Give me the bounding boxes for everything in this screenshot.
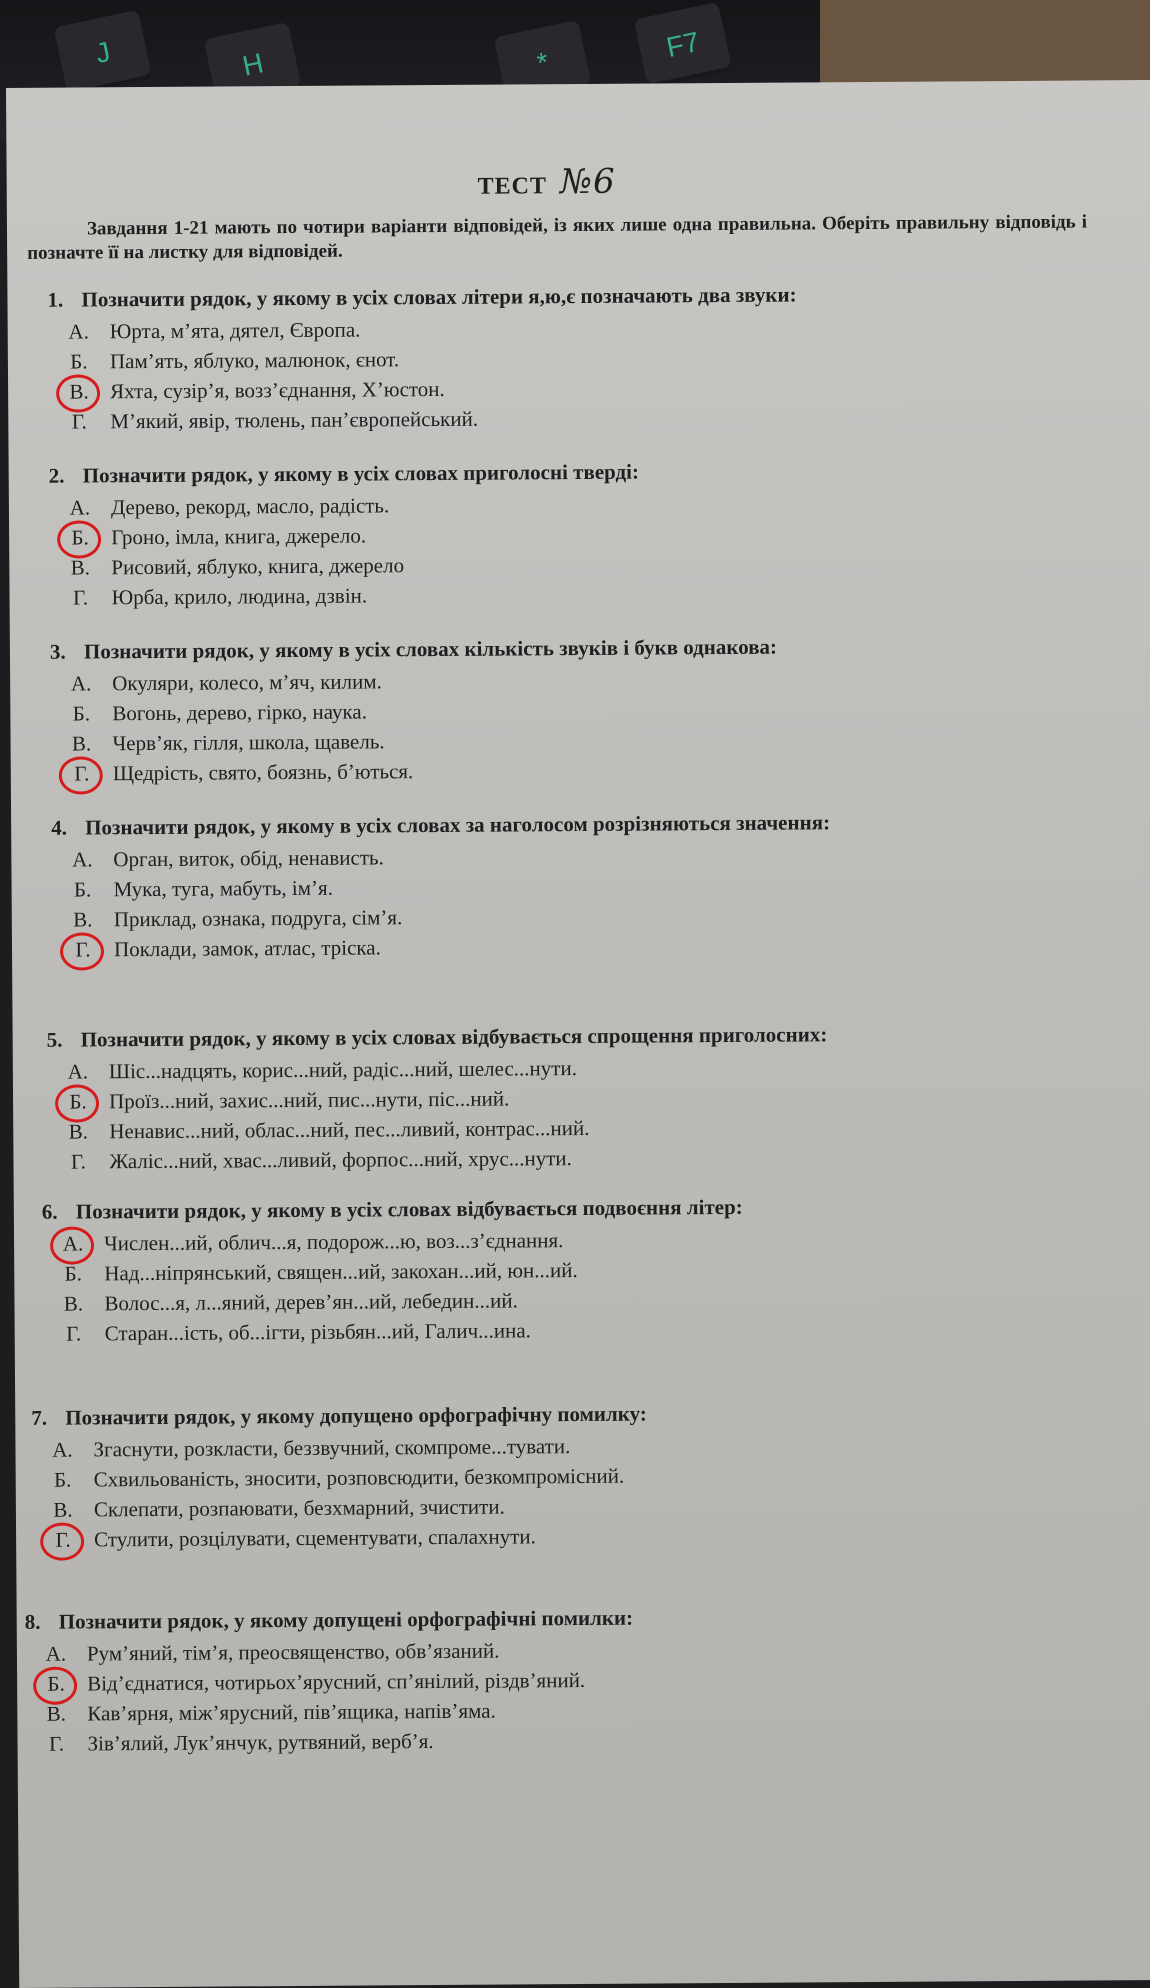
keyboard-key: H [204, 22, 303, 108]
option-text: Рисовий, яблуко, книга, джерело [111, 553, 405, 580]
red-circle-mark [59, 756, 103, 794]
option-text: Рум’яний, тім’я, преосвященство, обв’язаний. [86, 1638, 500, 1666]
answer-option-selected[interactable]: Г. Щедрість, свято, боязнь, б’ються. [51, 754, 778, 789]
option-text: Вогонь, дерево, гірко, наука. [112, 699, 367, 726]
question-prompt: Позначити рядок, у якому в усіх словах кількість звуків і букв однакова: [83, 634, 778, 664]
option-text: Гроно, імла, книга, джерело. [111, 523, 367, 550]
question-prompt: Позначити рядок, у якому допущені орфографічні помилки: [58, 1605, 634, 1634]
answer-option-selected[interactable]: Б. Від’єднатися, чотирьох’ярусний, сп’янілий, різдв’яний. [25, 1665, 634, 1699]
option-text: Склепати, розпаювати, безхмарний, зчистити. [93, 1494, 505, 1522]
option-text: Проїз...ний, захис...ний, пис...нути, піс...ний. [108, 1086, 510, 1114]
answer-option[interactable]: В. Приклад, ознака, подруга, сім’я. [52, 899, 831, 934]
option-text: Пам’ять, яблуко, малюнок, єнот. [109, 347, 400, 374]
answer-option-selected[interactable]: Г. Поклади, замок, атлас, тріска. [52, 929, 831, 964]
option-text: Юрба, крило, людина, дзвін. [111, 583, 368, 610]
question-prompt: Позначити рядок, у якому в усіх словах за наголосом розрізняються значення: [85, 810, 831, 840]
option-text: Над...ніпрянський, священ...ий, закохан...ий, юн...ий. [104, 1258, 578, 1286]
answer-option[interactable]: А. Орган, виток, обід, ненависть. [51, 839, 830, 874]
question-prompt: Позначити рядок, у якому допущено орфографічну помилку: [65, 1401, 647, 1430]
question-3 [50, 635, 778, 789]
option-text: Жаліс...ний, хвас...ливий, форпос...ний, хрус...нути. [109, 1146, 572, 1174]
answer-option[interactable]: А. Шіс...надцять, корис...ний, радіс...ний, шелес...нути. [47, 1051, 828, 1086]
answer-option[interactable]: А. Рум’яний, тім’я, преосвященство, обв’язаний. [25, 1635, 634, 1669]
option-text: Зів’ялий, Лук’янчук, рутвяний, верб’я. [87, 1729, 434, 1756]
answer-option[interactable]: Г. Жаліс...ний, хвас...ливий, форпос...ний, хрус...нути. [47, 1141, 828, 1176]
answer-option-selected[interactable]: Г. Стулити, розцілувати, сцементувати, спалахнути. [32, 1521, 648, 1555]
question-prompt: Позначити рядок, у якому в усіх словах літери я,ю,є позначають два звуки: [81, 282, 797, 312]
answer-option[interactable]: В. Кав’ярня, між’ярусний, пів’ящика, напів’яма. [25, 1695, 634, 1729]
option-text: Шіс...надцять, корис...ний, радіс...ний, шелес...нути. [108, 1056, 578, 1084]
option-text: Мука, туга, мабуть, ім’я. [113, 875, 334, 902]
answer-option-selected[interactable]: В. Яхта, сузір’я, возз’єднання, Х’юстон. [48, 371, 797, 406]
answer-option-selected[interactable]: Б. Гроно, імла, книга, джерело. [49, 519, 639, 553]
answer-option[interactable]: В. Ненавис...ний, облас...ний, пес...ливий, контрас...ний. [47, 1111, 828, 1146]
option-text: Від’єднатися, чотирьох’ярусний, сп’янілий, різдв’яний. [87, 1667, 586, 1696]
option-text: М’який, явір, тюлень, пан’європейський. [110, 406, 479, 434]
question-heading: 8. Позначити рядок, у якому допущені орфографічні помилки: [24, 1605, 634, 1634]
question-heading: 3. Позначити рядок, у якому в усіх словах кількість звуків і букв однакова: [49, 634, 778, 664]
answer-option[interactable]: В. Рисовий, яблуко, книга, джерело [49, 549, 639, 583]
answer-option-selected[interactable]: Б. Проїз...ний, захис...ний, пис...нути, піс...ний. [47, 1081, 828, 1116]
keyboard-key: F7 [634, 2, 733, 88]
answer-option[interactable]: А. Дерево, рекорд, масло, радість. [49, 489, 639, 523]
question-5 [47, 1022, 829, 1176]
option-text: Поклади, замок, атлас, тріска. [113, 935, 381, 962]
question-2 [49, 460, 640, 613]
answer-option[interactable]: Б. Над...ніпрянський, священ...ий, закохан...ий, юн...ий. [42, 1254, 743, 1289]
option-text: Щедрість, свято, боязнь, б’ються. [112, 759, 414, 786]
red-circle-mark [60, 932, 104, 970]
question-prompt: Позначити рядок, у якому в усіх словах відбувається подвоєння літер: [75, 1194, 743, 1224]
option-text: Числен...ий, облич...я, подорож...ю, воз...з’єднання. [103, 1228, 564, 1256]
option-text: Орган, виток, обід, ненависть. [113, 845, 384, 872]
question-4 [51, 810, 831, 964]
option-text: Приклад, ознака, подруга, сім’я. [113, 905, 403, 932]
red-circle-mark [40, 1522, 84, 1560]
test-sheet [6, 80, 1150, 1988]
option-text: Дерево, рекорд, масло, радість. [110, 493, 390, 520]
answer-option[interactable]: В. Волос...я, л...яний, дерев’ян...ий, лебедин...ий. [42, 1284, 743, 1319]
answer-option[interactable]: Б. Схвильованість, зносити, розповсюдити, безкомпромісний. [32, 1461, 648, 1495]
option-text: Волос...я, л...яний, дерев’ян...ий, лебедин...ий. [104, 1288, 518, 1316]
option-text: Старан...ість, об...ігти, різьбян...ий, Галич...ина. [104, 1318, 531, 1346]
title-text: ТЕСТ [477, 173, 548, 200]
question-heading: 5. Позначити рядок, у якому в усіх словах відбувається спрощення приголосних: [46, 1022, 828, 1052]
option-text: Яхта, сузір’я, возз’єднання, Х’юстон. [110, 376, 445, 404]
question-prompt: Позначити рядок, у якому в усіх словах приголосні тверді: [82, 459, 640, 488]
question-7 [31, 1402, 648, 1555]
handwritten-test-number: №6 [559, 161, 616, 203]
question-8 [25, 1606, 634, 1759]
answer-option[interactable]: А. Юрта, м’ята, дятел, Європа. [48, 311, 797, 346]
answer-option[interactable]: А. Згаснути, розкласти, беззвучний, скомпроме...тувати. [31, 1431, 647, 1465]
table-surface [820, 0, 1150, 90]
question-heading: 2. Позначити рядок, у якому в усіх словах приголосні тверді: [48, 459, 640, 488]
option-text: Ненавис...ний, облас...ний, пес...ливий, контрас...ний. [109, 1115, 590, 1144]
answer-option[interactable]: Б. Вогонь, дерево, гірко, наука. [50, 694, 777, 729]
answer-option[interactable]: Г. М’який, явір, тюлень, пан’європейський. [48, 401, 797, 436]
question-heading: 6. Позначити рядок, у якому в усіх словах відбувається подвоєння літер: [41, 1194, 743, 1224]
page-title [7, 158, 1087, 206]
answer-option[interactable]: Б. Пам’ять, яблуко, малюнок, єнот. [48, 341, 797, 376]
question-heading: 4. Позначити рядок, у якому в усіх словах за наголосом розрізняються значення: [51, 810, 831, 840]
option-text: Стулити, розцілувати, сцементувати, спалахнути. [94, 1524, 536, 1552]
question-6 [42, 1195, 744, 1349]
option-text: Схвильованість, зносити, розповсюдити, безкомпромісний. [93, 1463, 625, 1492]
answer-option[interactable]: Г. Юрба, крило, людина, дзвін. [49, 579, 639, 613]
answer-option[interactable]: В. Черв’як, гілля, школа, щавель. [50, 724, 777, 759]
answer-option[interactable]: А. Окуляри, колесо, м’яч, килим. [50, 664, 777, 699]
question-1 [47, 282, 797, 436]
answer-option[interactable]: В. Склепати, розпаювати, безхмарний, зчистити. [32, 1491, 648, 1525]
answer-option[interactable]: Г. Зів’ялий, Лук’янчук, рутвяний, верб’я. [25, 1725, 634, 1759]
question-prompt: Позначити рядок, у якому в усіх словах відбувається спрощення приголосних: [80, 1022, 828, 1052]
keyboard-key: * [494, 20, 593, 106]
option-text: Згаснути, розкласти, беззвучний, скомпроме...тувати. [93, 1434, 571, 1462]
question-heading: 7. Позначити рядок, у якому допущено орфографічну помилку: [31, 1401, 647, 1430]
instructions: Завдання 1-21 мають по чотири варіанти відповідей, із яких лише одна правильна. Оберіть правильну відповідь і позначте її на листку для відповідей. [27, 211, 1088, 264]
answer-option-selected[interactable]: А. Числен...ий, облич...я, подорож...ю, воз...з’єднання. [42, 1224, 743, 1259]
option-text: Окуляри, колесо, м’яч, килим. [112, 669, 382, 696]
answer-option[interactable]: Б. Мука, туга, мабуть, ім’я. [51, 869, 830, 904]
option-text: Юрта, м’ята, дятел, Європа. [109, 317, 361, 344]
question-heading: 1. Позначити рядок, у якому в усіх словах літери я,ю,є позначають два звуки: [47, 282, 797, 312]
option-text: Кав’ярня, між’ярусний, пів’ящика, напів’яма. [87, 1698, 496, 1726]
option-text: Черв’як, гілля, школа, щавель. [112, 729, 385, 756]
keyboard-key: J [54, 10, 153, 96]
answer-option[interactable]: Г. Старан...ість, об...ігти, різьбян...ий, Галич...ина. [43, 1314, 744, 1349]
